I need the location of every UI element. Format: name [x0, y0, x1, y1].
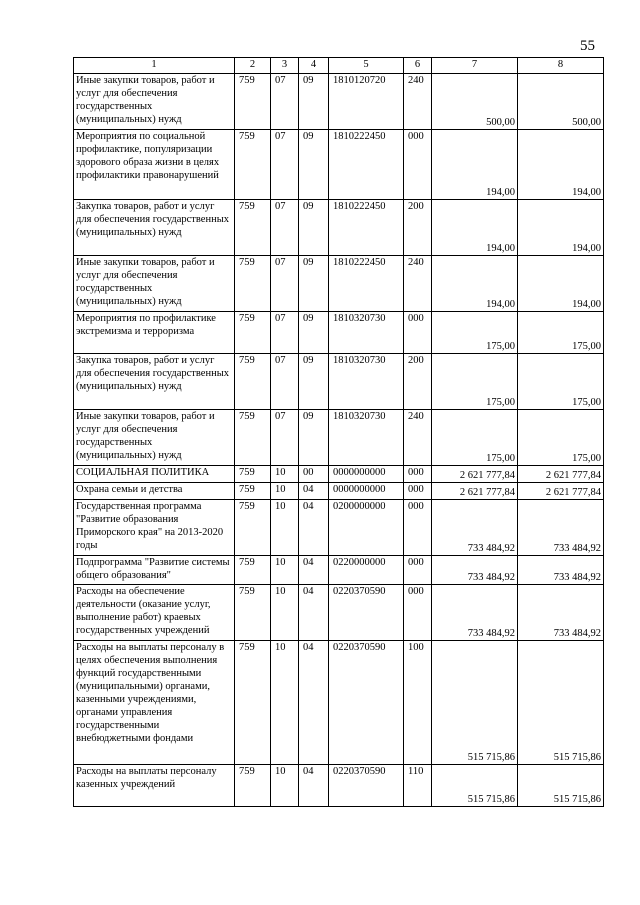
row-name: Иные закупки товаров, работ и услуг для обеспечения государственных (муниципальных) нужд [74, 74, 235, 130]
column-header: 5 [329, 58, 404, 74]
row-expense-type: 240 [404, 74, 432, 130]
row-subsection-code: 04 [299, 641, 329, 765]
row-admin-code: 759 [235, 200, 271, 256]
row-subsection-code: 04 [299, 500, 329, 556]
row-amount-col8: 515 715,86 [518, 641, 604, 765]
row-target-article: 1810222450 [329, 256, 404, 312]
row-name: Закупка товаров, работ и услуг для обеспечения государственных (муниципальных) нужд [74, 200, 235, 256]
row-target-article: 0220000000 [329, 556, 404, 585]
row-amount-col7: 733 484,92 [432, 500, 518, 556]
row-amount-col7: 2 621 777,84 [432, 483, 518, 500]
row-name: Мероприятия по профилактике экстремизма и терроризма [74, 312, 235, 354]
table-row [74, 500, 604, 556]
table-row [74, 483, 604, 500]
row-target-article: 1810120720 [329, 74, 404, 130]
row-name: Мероприятия по социальной профилактике, популяризации здорового образа жизни в целях профилактики правонарушений [74, 130, 235, 200]
table-row [74, 130, 604, 200]
row-amount-col7: 175,00 [432, 410, 518, 466]
row-admin-code: 759 [235, 130, 271, 200]
column-header: 7 [432, 58, 518, 74]
row-subsection-code: 00 [299, 466, 329, 483]
row-target-article: 0200000000 [329, 500, 404, 556]
row-amount-col8: 2 621 777,84 [518, 466, 604, 483]
table-row [74, 74, 604, 130]
table-row [74, 466, 604, 483]
row-expense-type: 000 [404, 483, 432, 500]
table-row [74, 354, 604, 410]
row-section-code: 10 [271, 585, 299, 641]
row-name: Расходы на выплаты персоналу казенных учреждений [74, 765, 235, 807]
row-target-article: 1810320730 [329, 410, 404, 466]
row-target-article: 0000000000 [329, 466, 404, 483]
row-section-code: 10 [271, 765, 299, 807]
row-section-code: 10 [271, 556, 299, 585]
row-section-code: 07 [271, 312, 299, 354]
column-header: 4 [299, 58, 329, 74]
row-target-article: 1810320730 [329, 312, 404, 354]
row-amount-col8: 733 484,92 [518, 556, 604, 585]
column-header: 1 [74, 58, 235, 74]
table-row [74, 585, 604, 641]
row-subsection-code: 04 [299, 483, 329, 500]
row-name: Государственная программа "Развитие образования Приморского края" на 2013-2020 годы [74, 500, 235, 556]
row-expense-type: 110 [404, 765, 432, 807]
row-expense-type: 200 [404, 200, 432, 256]
row-subsection-code: 04 [299, 585, 329, 641]
row-amount-col8: 175,00 [518, 410, 604, 466]
table-row [74, 556, 604, 585]
row-name: Охрана семьи и детства [74, 483, 235, 500]
row-section-code: 07 [271, 200, 299, 256]
column-header: 2 [235, 58, 271, 74]
row-name: Иные закупки товаров, работ и услуг для обеспечения государственных (муниципальных) нужд [74, 410, 235, 466]
row-name: Подпрограмма "Развитие системы общего образования" [74, 556, 235, 585]
row-name: Расходы на обеспечение деятельности (оказание услуг, выполнение работ) краевых государственных учреждений [74, 585, 235, 641]
row-section-code: 07 [271, 130, 299, 200]
row-amount-col7: 194,00 [432, 256, 518, 312]
row-expense-type: 000 [404, 500, 432, 556]
column-header: 6 [404, 58, 432, 74]
row-amount-col7: 733 484,92 [432, 556, 518, 585]
row-target-article: 0000000000 [329, 483, 404, 500]
row-name: Расходы на выплаты персоналу в целях обеспечения выполнения функций государственными (муниципальными) органами, казенными учреждениями, органами управления государственными внебюджетными фондами [74, 641, 235, 765]
row-amount-col8: 2 621 777,84 [518, 483, 604, 500]
row-expense-type: 240 [404, 410, 432, 466]
row-amount-col8: 194,00 [518, 256, 604, 312]
row-subsection-code: 09 [299, 410, 329, 466]
row-section-code: 10 [271, 466, 299, 483]
row-admin-code: 759 [235, 354, 271, 410]
row-target-article: 1810320730 [329, 354, 404, 410]
table-row [74, 641, 604, 765]
row-amount-col8: 175,00 [518, 354, 604, 410]
row-amount-col8: 733 484,92 [518, 585, 604, 641]
row-expense-type: 200 [404, 354, 432, 410]
row-subsection-code: 09 [299, 74, 329, 130]
row-amount-col7: 733 484,92 [432, 585, 518, 641]
table-row [74, 410, 604, 466]
column-header: 8 [518, 58, 604, 74]
row-expense-type: 000 [404, 585, 432, 641]
row-subsection-code: 09 [299, 130, 329, 200]
page-number: 55 [580, 38, 595, 54]
row-target-article: 1810222450 [329, 130, 404, 200]
row-admin-code: 759 [235, 74, 271, 130]
row-admin-code: 759 [235, 483, 271, 500]
row-amount-col8: 500,00 [518, 74, 604, 130]
row-section-code: 07 [271, 256, 299, 312]
row-amount-col7: 500,00 [432, 74, 518, 130]
row-expense-type: 100 [404, 641, 432, 765]
row-subsection-code: 04 [299, 765, 329, 807]
row-subsection-code: 09 [299, 256, 329, 312]
row-amount-col7: 194,00 [432, 200, 518, 256]
row-section-code: 07 [271, 410, 299, 466]
row-admin-code: 759 [235, 410, 271, 466]
row-section-code: 07 [271, 354, 299, 410]
row-amount-col7: 2 621 777,84 [432, 466, 518, 483]
row-expense-type: 000 [404, 556, 432, 585]
table-header-row [74, 58, 604, 74]
row-amount-col8: 194,00 [518, 130, 604, 200]
row-admin-code: 759 [235, 641, 271, 765]
row-expense-type: 000 [404, 130, 432, 200]
row-target-article: 1810222450 [329, 200, 404, 256]
row-admin-code: 759 [235, 585, 271, 641]
row-amount-col8: 175,00 [518, 312, 604, 354]
table-row [74, 765, 604, 807]
row-target-article: 0220370590 [329, 641, 404, 765]
row-admin-code: 759 [235, 466, 271, 483]
row-amount-col8: 194,00 [518, 200, 604, 256]
row-section-code: 10 [271, 641, 299, 765]
table-row [74, 200, 604, 256]
row-name: Закупка товаров, работ и услуг для обеспечения государственных (муниципальных) нужд [74, 354, 235, 410]
table-row [74, 256, 604, 312]
row-admin-code: 759 [235, 312, 271, 354]
row-amount-col7: 175,00 [432, 312, 518, 354]
row-amount-col7: 194,00 [432, 130, 518, 200]
table-row [74, 312, 604, 354]
row-target-article: 0220370590 [329, 765, 404, 807]
row-subsection-code: 09 [299, 200, 329, 256]
row-admin-code: 759 [235, 765, 271, 807]
row-admin-code: 759 [235, 256, 271, 312]
row-admin-code: 759 [235, 556, 271, 585]
row-amount-col7: 515 715,86 [432, 765, 518, 807]
row-subsection-code: 04 [299, 556, 329, 585]
row-name: СОЦИАЛЬНАЯ ПОЛИТИКА [74, 466, 235, 483]
column-header: 3 [271, 58, 299, 74]
row-amount-col8: 515 715,86 [518, 765, 604, 807]
row-expense-type: 000 [404, 466, 432, 483]
row-subsection-code: 09 [299, 354, 329, 410]
row-expense-type: 000 [404, 312, 432, 354]
row-expense-type: 240 [404, 256, 432, 312]
row-section-code: 10 [271, 483, 299, 500]
row-amount-col8: 733 484,92 [518, 500, 604, 556]
row-name: Иные закупки товаров, работ и услуг для обеспечения государственных (муниципальных) нужд [74, 256, 235, 312]
budget-table [73, 57, 604, 807]
row-section-code: 10 [271, 500, 299, 556]
row-section-code: 07 [271, 74, 299, 130]
row-amount-col7: 515 715,86 [432, 641, 518, 765]
row-admin-code: 759 [235, 500, 271, 556]
row-target-article: 0220370590 [329, 585, 404, 641]
row-amount-col7: 175,00 [432, 354, 518, 410]
row-subsection-code: 09 [299, 312, 329, 354]
